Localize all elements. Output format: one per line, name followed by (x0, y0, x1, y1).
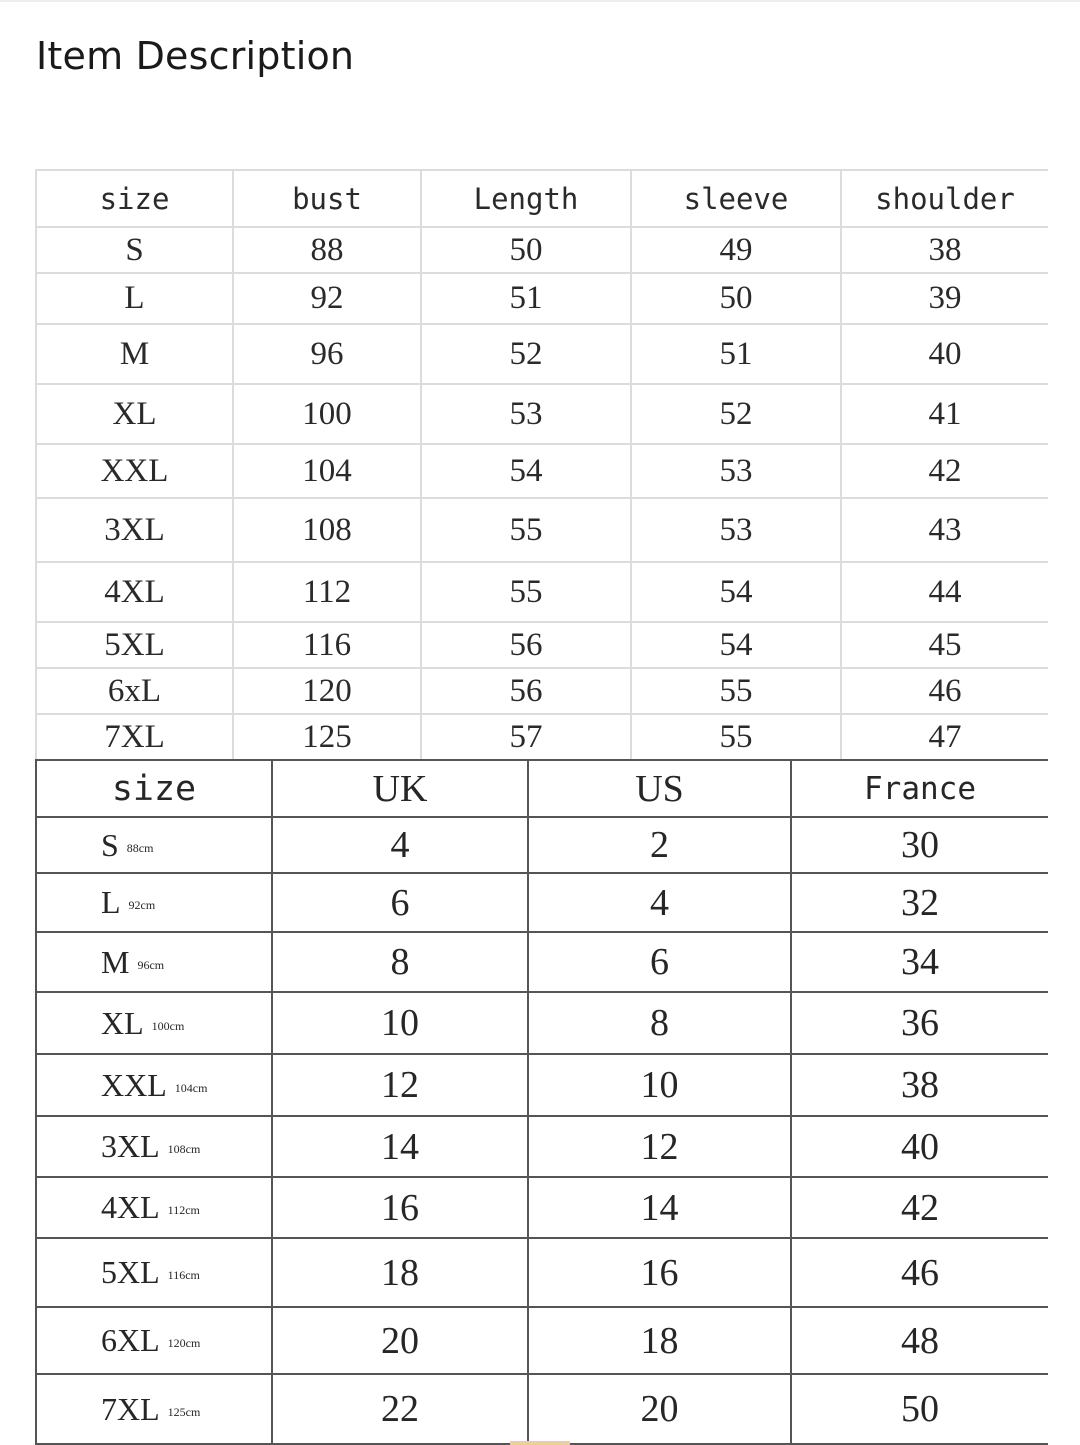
us-cell: 20 (528, 1374, 791, 1444)
france-cell: 46 (791, 1238, 1048, 1307)
top-divider (0, 0, 1080, 2)
bust-cell: 92 (233, 273, 421, 324)
uk-cell: 16 (272, 1177, 528, 1238)
france-cell: 36 (791, 992, 1048, 1054)
shoulder-cell: 45 (841, 622, 1048, 668)
bust-note: 108cm (167, 1142, 201, 1157)
size-cell: 7XL (36, 714, 233, 760)
sleeve-cell: 50 (631, 273, 841, 324)
sleeve-cell: 53 (631, 498, 841, 562)
shoulder-cell: 42 (841, 444, 1048, 498)
us-cell: 12 (528, 1116, 791, 1177)
uk-cell: 6 (272, 873, 528, 932)
us-cell: 6 (528, 932, 791, 992)
bust-cell: 108 (233, 498, 421, 562)
size-cell: 3XL (36, 498, 233, 562)
table-row (36, 498, 1048, 562)
size-cell: L (36, 273, 233, 324)
table-row (36, 668, 1048, 714)
size-cell: XXL (36, 444, 233, 498)
length-cell: 50 (421, 227, 631, 273)
size-cell: M (36, 324, 233, 384)
table-row (36, 444, 1048, 498)
table-row (36, 562, 1048, 622)
length-cell: 53 (421, 384, 631, 444)
shoulder-cell: 39 (841, 273, 1048, 324)
bust-note: 112cm (167, 1203, 200, 1218)
table-row (36, 1116, 1048, 1177)
table-row (36, 1374, 1048, 1444)
france-cell: 50 (791, 1374, 1048, 1444)
length-cell: 54 (421, 444, 631, 498)
size-label: M (101, 943, 130, 980)
bust-note: 116cm (167, 1268, 200, 1283)
uk-cell: 20 (272, 1307, 528, 1374)
uk-cell: 10 (272, 992, 528, 1054)
header-cell: France (791, 760, 1048, 817)
bust-cell: 112 (233, 562, 421, 622)
table-row (36, 324, 1048, 384)
us-cell: 18 (528, 1307, 791, 1374)
length-cell: 56 (421, 622, 631, 668)
bust-cell: 120 (233, 668, 421, 714)
size-cell (36, 1374, 272, 1444)
france-cell: 40 (791, 1116, 1048, 1177)
bust-note: 125cm (167, 1404, 201, 1419)
header-cell: size (36, 170, 233, 227)
table-row (36, 1054, 1048, 1116)
us-cell: 2 (528, 817, 791, 873)
table-row (36, 1307, 1048, 1374)
uk-cell: 22 (272, 1374, 528, 1444)
us-cell: 4 (528, 873, 791, 932)
uk-cell: 8 (272, 932, 528, 992)
header-cell: US (528, 760, 791, 817)
shoulder-cell: 44 (841, 562, 1048, 622)
measurement-table (35, 169, 1048, 761)
sleeve-cell: 54 (631, 562, 841, 622)
bust-cell: 88 (233, 227, 421, 273)
us-cell: 8 (528, 992, 791, 1054)
size-label: 5XL (101, 1254, 160, 1290)
sleeve-cell: 49 (631, 227, 841, 273)
length-cell: 56 (421, 668, 631, 714)
size-cell: XL (36, 384, 233, 444)
bust-note: 88cm (126, 840, 154, 855)
length-cell: 55 (421, 562, 631, 622)
size-label: 3XL (101, 1128, 160, 1164)
shoulder-cell: 41 (841, 384, 1048, 444)
size-cell (36, 873, 272, 932)
size-cell (36, 992, 272, 1054)
bust-note: 120cm (167, 1336, 201, 1351)
table-row (36, 622, 1048, 668)
shoulder-cell: 38 (841, 227, 1048, 273)
france-cell: 32 (791, 873, 1048, 932)
size-cell (36, 1177, 272, 1238)
table-row (36, 273, 1048, 324)
us-cell: 16 (528, 1238, 791, 1307)
table-row (36, 714, 1048, 760)
size-cell: 4XL (36, 562, 233, 622)
table-row (36, 932, 1048, 992)
sleeve-cell: 52 (631, 384, 841, 444)
length-cell: 55 (421, 498, 631, 562)
bust-cell: 96 (233, 324, 421, 384)
size-cell (36, 1116, 272, 1177)
us-cell: 10 (528, 1054, 791, 1116)
sleeve-cell: 55 (631, 714, 841, 760)
sleeve-cell: 51 (631, 324, 841, 384)
size-label: 7XL (101, 1390, 160, 1427)
size-label: S (101, 826, 119, 863)
size-label: 6XL (101, 1322, 160, 1358)
uk-cell: 14 (272, 1116, 528, 1177)
size-cell: 6xL (36, 668, 233, 714)
sleeve-cell: 55 (631, 668, 841, 714)
header-cell: bust (233, 170, 421, 227)
size-cell (36, 1054, 272, 1116)
table-row (36, 1238, 1048, 1307)
uk-cell: 4 (272, 817, 528, 873)
bust-cell: 125 (233, 714, 421, 760)
france-cell: 42 (791, 1177, 1048, 1238)
shoulder-cell: 46 (841, 668, 1048, 714)
shoulder-cell: 40 (841, 324, 1048, 384)
table-row (36, 817, 1048, 873)
length-cell: 51 (421, 273, 631, 324)
bust-note: 104cm (174, 1080, 208, 1095)
size-label: L (101, 884, 121, 920)
length-cell: 52 (421, 324, 631, 384)
size-cell (36, 817, 272, 873)
shoulder-cell: 47 (841, 714, 1048, 760)
france-cell: 48 (791, 1307, 1048, 1374)
sleeve-cell: 54 (631, 622, 841, 668)
header-cell: UK (272, 760, 528, 817)
bust-cell: 100 (233, 384, 421, 444)
table-row (36, 384, 1048, 444)
france-cell: 38 (791, 1054, 1048, 1116)
scroll-indicator (510, 1441, 570, 1445)
us-cell: 14 (528, 1177, 791, 1238)
bust-note: 96cm (137, 957, 165, 972)
table-header-row (36, 170, 1048, 227)
header-cell: Length (421, 170, 631, 227)
bust-note: 92cm (128, 898, 156, 913)
france-cell: 30 (791, 817, 1048, 873)
table-header-row (36, 760, 1048, 817)
table-row (36, 227, 1048, 273)
size-cell (36, 1307, 272, 1374)
bust-note: 100cm (151, 1018, 185, 1033)
size-label: 4XL (101, 1189, 160, 1225)
size-cell: S (36, 227, 233, 273)
size-label: XL (101, 1004, 144, 1041)
shoulder-cell: 43 (841, 498, 1048, 562)
size-cell: 5XL (36, 622, 233, 668)
sleeve-cell: 53 (631, 444, 841, 498)
header-cell: size (36, 760, 272, 817)
bust-cell: 116 (233, 622, 421, 668)
table-row (36, 992, 1048, 1054)
length-cell: 57 (421, 714, 631, 760)
header-cell: sleeve (631, 170, 841, 227)
bust-cell: 104 (233, 444, 421, 498)
size-cell (36, 932, 272, 992)
uk-cell: 12 (272, 1054, 528, 1116)
france-cell: 34 (791, 932, 1048, 992)
uk-cell: 18 (272, 1238, 528, 1307)
size-cell (36, 1238, 272, 1307)
page-title: Item Description (36, 34, 355, 78)
table-row (36, 1177, 1048, 1238)
table-row (36, 873, 1048, 932)
header-cell: shoulder (841, 170, 1048, 227)
size-label: XXL (101, 1066, 167, 1103)
size-conversion-table (35, 759, 1048, 1445)
